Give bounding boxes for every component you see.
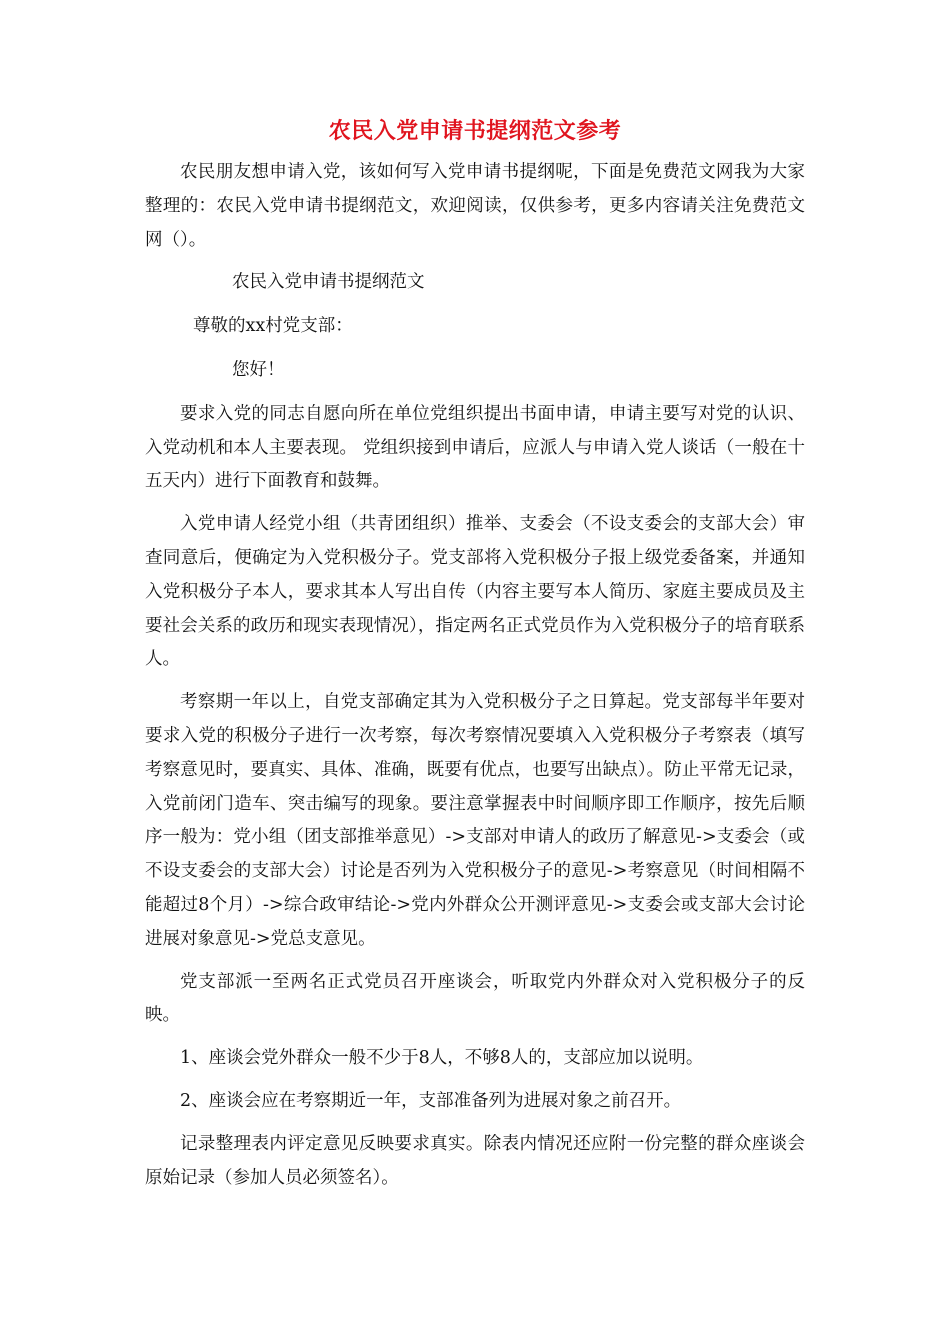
salutation: 尊敬的xx村党支部： xyxy=(193,316,353,337)
list-item-2: 2、座谈会应在考察期近一年，支部准备列为进展对象之前召开。 xyxy=(180,1090,682,1111)
document-subtitle: 农民入党申请书提纲范文 xyxy=(232,272,425,293)
body-paragraph-3: 考察期一年以上，自党支部确定其为入党积极分子之日算起。党支部每半年要对要求入党的积极分子进行一次考察，每次考察情况要填入入党积极分子考察表（填写考察意见时，要真实、具体、准确，既要有优点，也要写出缺点）。防止平常无记录，入党前闭门造车、突击编写的现象。要注意掌握表中时间顺序即工作顺序，按先后顺序一般为：党小组（团支部推举意见）->支部对申请人的政历了解意见->支委会（或不设支委会的支部大会）讨论是否列为入党积极分子的意见->考察意见（时间相隔不能超过8个月）->综合政审结论->党内外群众公开测评意见->支委会或支部大会讨论进展对象意见->党总支意见。 xyxy=(145,692,805,949)
document-title: 农民入党申请书提纲范文参考 xyxy=(328,119,622,144)
list-item-1: 1、座谈会党外群众一般不少于8人，不够8人的，支部应加以说明。 xyxy=(180,1048,704,1069)
body-paragraph-5: 记录整理表内评定意见反映要求真实。除表内情况还应附一份完整的群众座谈会原始记录（参加人员必须签名）。 xyxy=(145,1133,805,1188)
body-paragraph-2: 入党申请人经党小组（共青团组织）推举、支委会（不设支委会的支部大会）审查同意后，便确定为入党积极分子。党支部将入党积极分子报上级党委备案，并通知入党积极分子本人，要求其本人写出自传（内容主要写本人简历、家庭主要成员及主要社会关系的政历和现实表现情况），指定两名正式党员作为入党积极分子的培育联系人。 xyxy=(145,514,805,670)
body-paragraph-1: 要求入党的同志自愿向所在单位党组织提出书面申请，申请主要写对党的认识、入党动机和本人主要表现。 党组织接到申请后，应派人与申请入党人谈话（一般在十五天内）进行下面教育和鼓舞。 xyxy=(145,403,805,492)
body-paragraph-4: 党支部派一至两名正式党员召开座谈会，听取党内外群众对入党积极分子的反映。 xyxy=(145,971,805,1026)
intro-paragraph: 农民朋友想申请入党，该如何写入党申请书提纲呢，下面是免费范文网我为大家整理的：农民入党申请书提纲范文，欢迎阅读，仅供参考，更多内容请关注免费范文网（）。 xyxy=(145,162,805,250)
greeting: 您好！ xyxy=(232,359,285,380)
document-page xyxy=(145,112,805,1204)
